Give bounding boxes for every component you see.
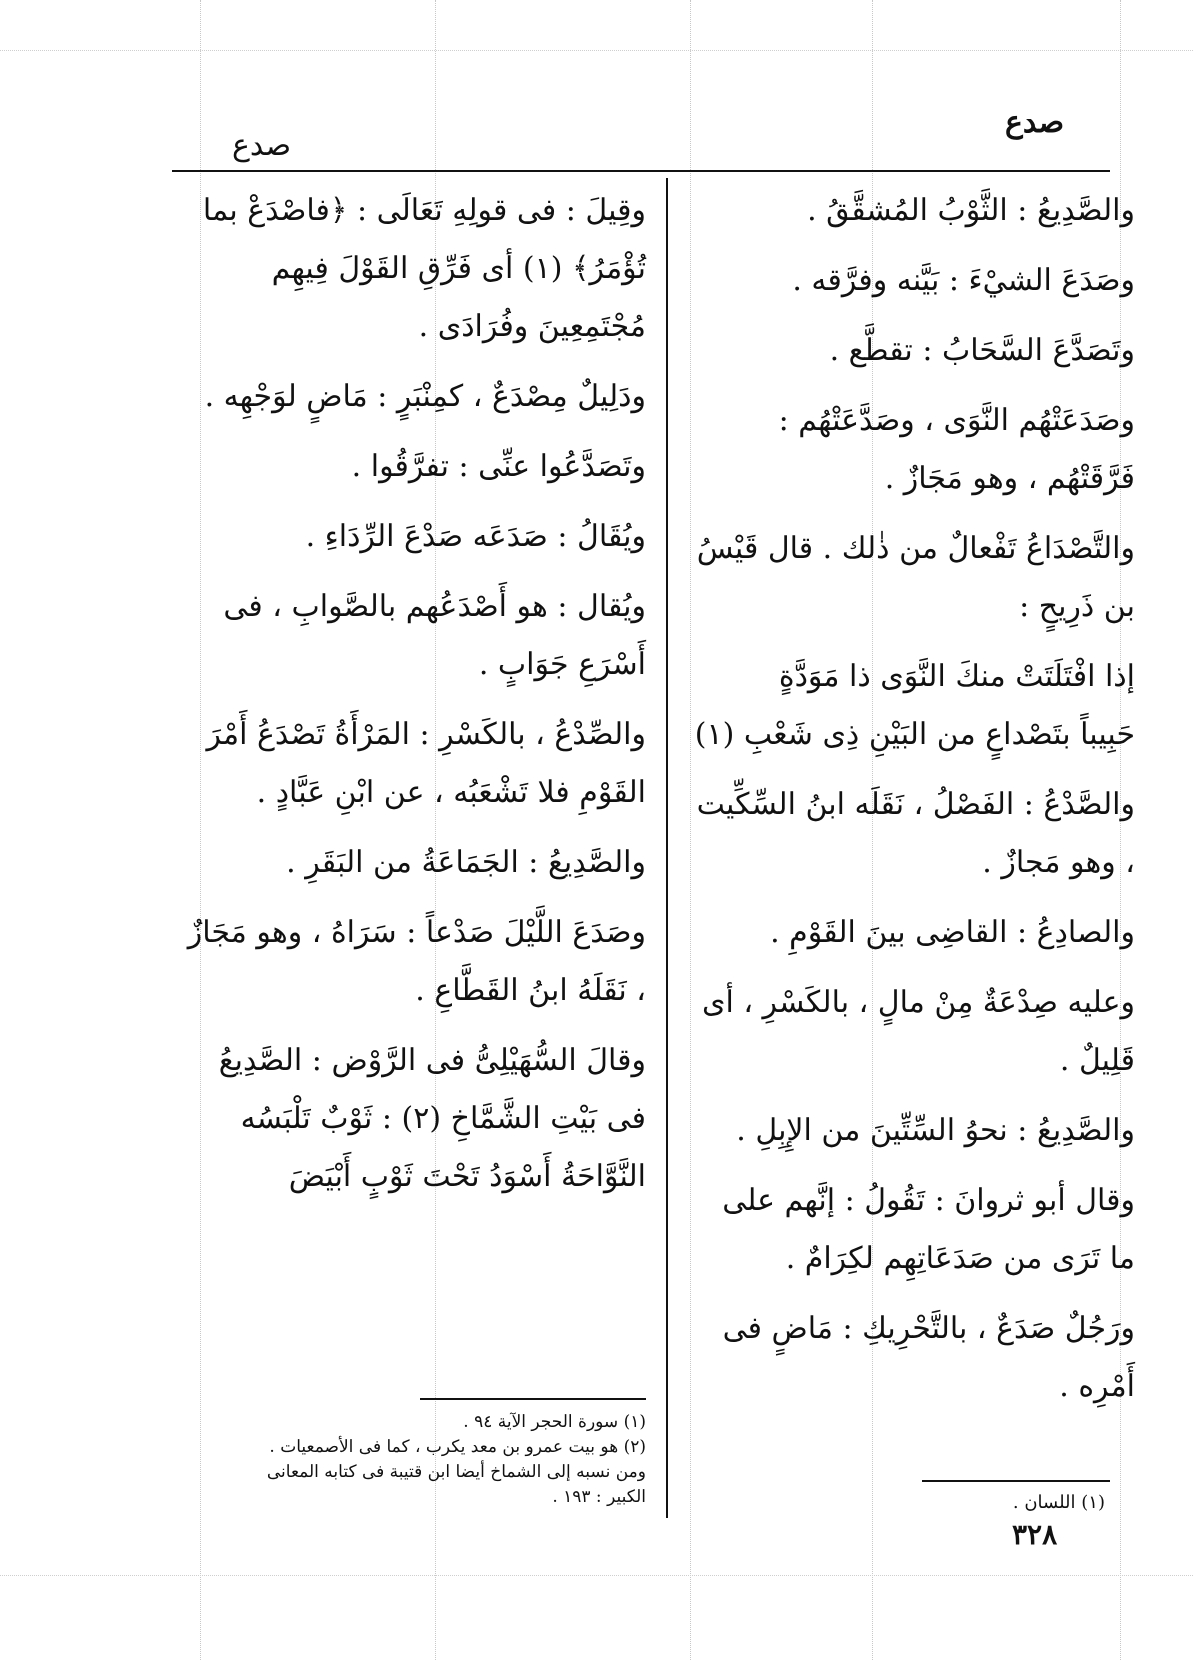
- running-header-right: صدع: [1005, 105, 1065, 140]
- footnote-line: ومن نسبه إلى الشماخ أيضا ابن قتيبة فى كتابه المعانى: [266, 1462, 646, 1482]
- entry-paragraph: وصَدَعَ اللَّيْلَ صَدْعاً : سَرَاهُ ، وهو مَجَازٌ ، نَقَلَهُ ابنُ القَطَّاعِ .: [187, 915, 646, 1008]
- running-header-left: صدع: [232, 128, 292, 163]
- entry-paragraph: وقِيلَ : فى قولِهِ تَعَالَى : ﴿فاصْدَعْ بما تُؤْمَرُ﴾ (١) أى فَرِّقِ القَوْلَ فِيهِم مُجْتَمِعِينَ وفُرَادَى .: [202, 193, 646, 344]
- entry-paragraph: والصَّدِيعُ : الثَّوْبُ المُشقَّقُ .: [807, 193, 1135, 228]
- scan-guide-line: [0, 1575, 1193, 1576]
- footnote-line: (٢) هو بيت عمرو بن معد يكرب ، كما فى الأصمعيات .: [269, 1437, 646, 1457]
- footnote-rule-left: [420, 1398, 646, 1400]
- header-rule: [172, 170, 1110, 172]
- entry-paragraph: والصَّدِيعُ : نحوُ السِّتِّينَ من الإِبِلِ .: [736, 1113, 1135, 1148]
- entry-paragraph: ودَلِيلٌ مِصْدَعٌ ، كمِنْبَرٍ : مَاضٍ لوَجْهِه .: [204, 379, 646, 414]
- entry-paragraph: وصَدَعَتْهُم النَّوَى ، وصَدَّعَتْهُم : فَرَّقَتْهُم ، وهو مَجَازٌ .: [778, 403, 1135, 496]
- verse-line: حَبِيباً بتَصْداعٍ من البَيْنِ ذِى شَعْبِ (١): [694, 717, 1135, 752]
- entry-paragraph: ورَجُلٌ صَدَعٌ ، بالتَّحْرِيكِ : مَاضٍ فى أَمْرِه .: [722, 1311, 1135, 1404]
- entry-paragraph: والصِّدْعُ ، بالكَسْرِ : المَرْأَةُ تَصْدَعُ أَمْرَ القَوْمِ فلا تَشْعَبُه ، عن ابْنِ عَبَّادٍ .: [206, 717, 646, 810]
- footnote-line: (١) سورة الحجر الآية ٩٤ .: [463, 1412, 646, 1432]
- left-column: [172, 182, 646, 1218]
- entry-paragraph: ويُقال : هو أَصْدَعُهم بالصَّوابِ ، فى أَسْرَعِ جَوَابٍ .: [223, 589, 646, 682]
- column-separator: [666, 178, 668, 1518]
- footnote-line: الكبير : ١٩٣ .: [552, 1487, 646, 1507]
- page-number: ٣٢٨: [1012, 1518, 1058, 1551]
- entry-paragraph: وقالَ السُّهَيْلِىُّ فى الرَّوْض : الصَّدِيعُ فى بَيْتِ الشَّمَّاخِ (٢) : ثَوْبٌ تَلْبَسُه النَّوَّاحَةُ أَسْوَدُ تَحْتَ ثَوْبٍ أَبْيَضَ: [218, 1043, 646, 1194]
- entry-paragraph: وعليه صِدْعَةٌ مِنْ مالٍ ، بالكَسْرِ ، أى قَلِيلٌ .: [701, 985, 1135, 1078]
- entry-paragraph: وتَصَدَّعَ السَّحَابُ : تقطَّع .: [829, 333, 1135, 368]
- entry-paragraph: والصادِعُ : القاضِى بينَ القَوْمِ .: [770, 915, 1135, 950]
- verse-line: إذا افْتَلَتَتْ منكَ النَّوَى ذا مَوَدَّةٍ: [778, 659, 1135, 694]
- entry-paragraph: والصَّدِيعُ : الجَمَاعَةُ من البَقَرِ .: [286, 845, 646, 880]
- scan-guide-line: [0, 50, 1193, 51]
- entry-paragraph: وقال أبو ثروانَ : تَقُولُ : إنَّهم على ما تَرَى من صَدَعَاتِهِم لكِرَامٌ .: [722, 1183, 1135, 1276]
- entry-paragraph: وصَدَعَ الشيْءَ : بَيَّنه وفرَّقه .: [792, 263, 1135, 298]
- right-column: [690, 182, 1135, 1428]
- entry-paragraph: والتَّصْدَاعُ تَفْعالٌ من ذٰلك . قال قَيْسُ بن ذَرِيحٍ :: [696, 531, 1135, 624]
- entry-paragraph: ويُقَالُ : صَدَعَه صَدْعَ الرِّدَاءِ .: [305, 519, 646, 554]
- footnotes-right: [900, 1490, 1105, 1515]
- footnotes-left: [172, 1410, 646, 1510]
- entry-paragraph: والصَّدْعُ : الفَصْلُ ، نَقَلَه ابنُ السِّكِّيت ، وهو مَجازٌ .: [696, 787, 1135, 880]
- entry-paragraph: وتَصَدَّعُوا عنِّى : تفرَّقُوا .: [351, 449, 646, 484]
- footnote-line: (١) اللسان .: [1012, 1492, 1105, 1513]
- footnote-rule-right: [922, 1480, 1110, 1482]
